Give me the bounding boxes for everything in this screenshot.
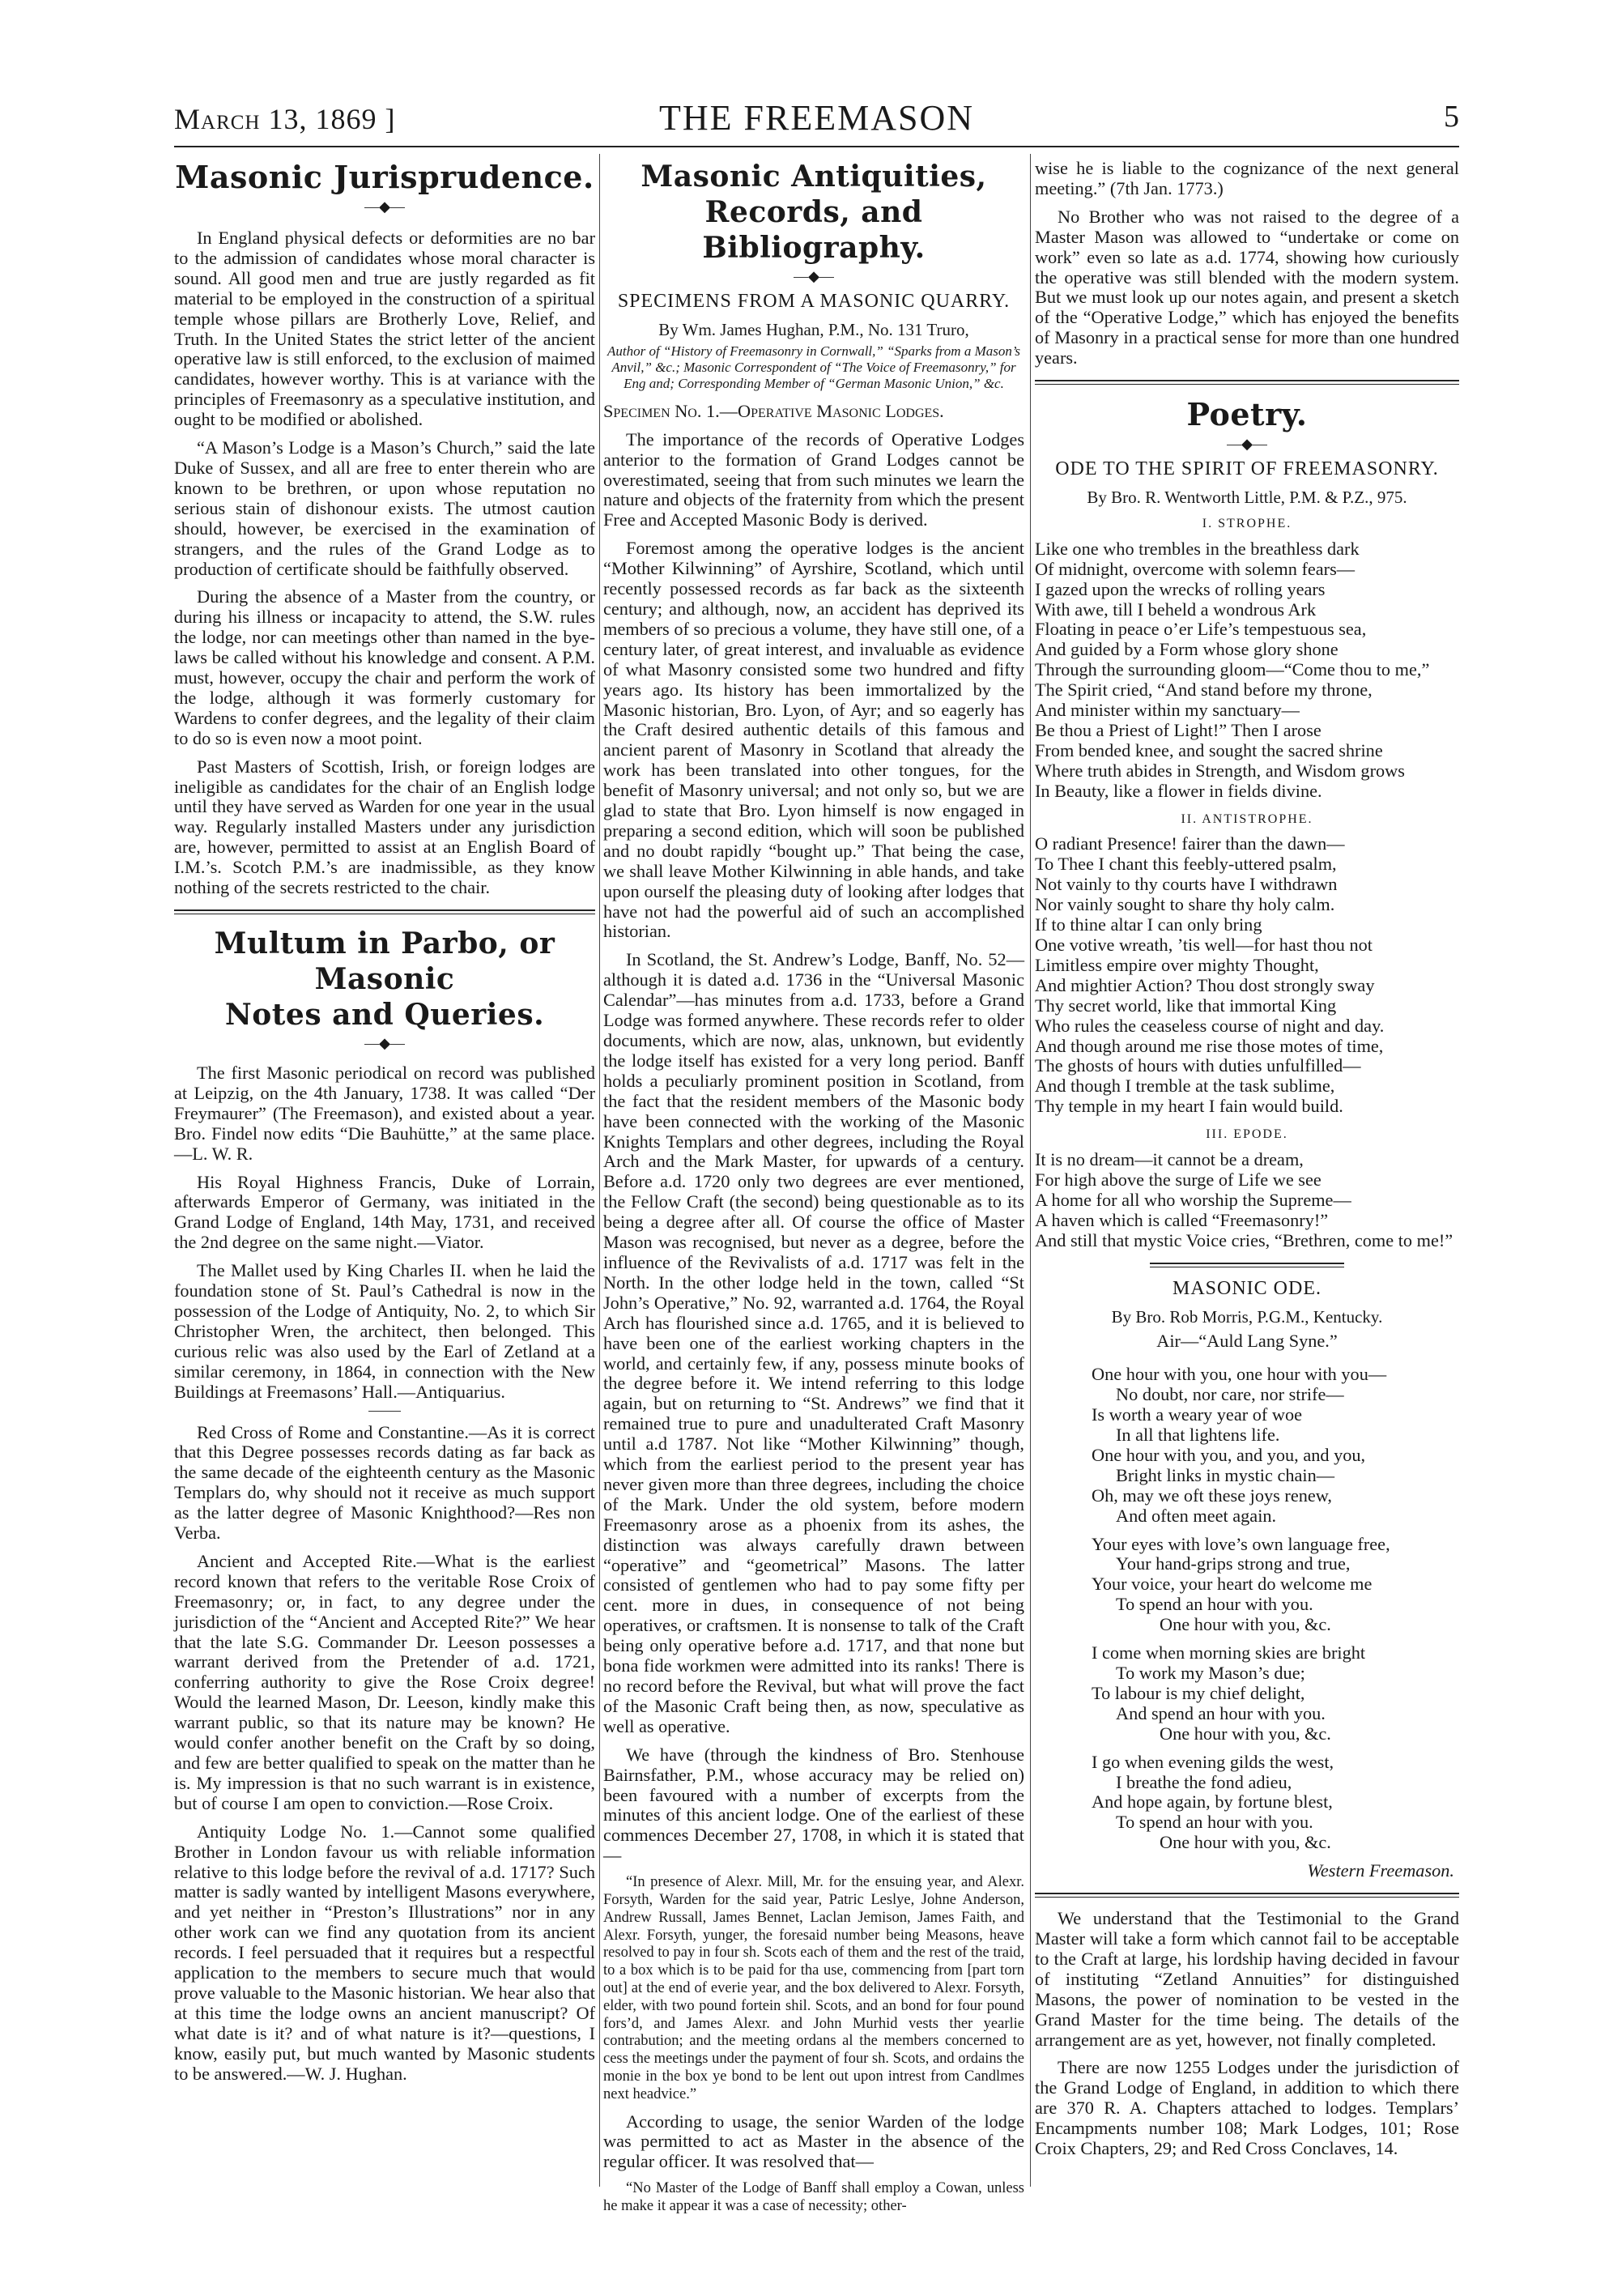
paragraph: There are now 1255 Lodges under the jurisdiction of the Grand Lodge of England, in addition to which there are 370 R. A. Chapters attached to lodges. Templars’ Encampments number 108; Mark Lodges, 101; Rose Croix Chapters, 29; and Red Cross Conclaves, 14. <box>1035 2057 1459 2159</box>
verse-line: Thy secret world, like that immortal King <box>1035 995 1337 1016</box>
paragraph: Red Cross of Rome and Constantine.—As it is correct that this Degree possesses records dating as far back as the same decade of the eighteenth century as the Masonic Templars do, why should not it receive as much support as the latter degree of Masonic Knighthood?—Res non Verba. <box>174 1421 595 1544</box>
ode-verse <box>1035 1535 1459 1636</box>
section-heading-antiquities-line2: Bibliography. <box>702 231 926 265</box>
verse-line: And though I tremble at the task sublime, <box>1035 1076 1335 1097</box>
ode-verse <box>1035 1365 1459 1526</box>
ornament-divider: —◆— <box>794 268 834 284</box>
ode-title: MASONIC ODE. <box>1172 1277 1321 1299</box>
verse-line: Through the surrounding gloom—“Come thou to me,” <box>1035 659 1430 680</box>
paragraph: We have (through the kindness of Bro. Stenhouse Bairnsfather, P.M., whose accuracy may be relied on) been favoured with a number of excerpts from the minutes of this ancient lodge. One of the earliest of these commences December 27, 1708, in which it is stated that— <box>603 1744 1024 1866</box>
verse-line: From bended knee, and sought the sacred shrine <box>1035 739 1383 760</box>
paragraph: wise he is liable to the cognizance of the next general meeting.” (7th Jan. 1773.) <box>1035 158 1459 198</box>
verse-line: Thy temple in my heart I fain would build. <box>1035 1096 1343 1117</box>
verse-line: To labour is my chief delight, <box>1092 1682 1305 1703</box>
stanza-heading: III. EPODE. <box>1206 1127 1288 1142</box>
verse-line: Your eyes with love’s own language free, <box>1092 1533 1390 1554</box>
paragraph: According to usage, the senior Warden of the lodge was permitted to act as Master in the absence of the regular officer. It was resolved that— <box>603 2111 1024 2172</box>
ode-verse <box>1035 1643 1459 1744</box>
verse-line: Limitless empire over mighty Thought, <box>1035 954 1319 975</box>
section-rule <box>1035 380 1459 385</box>
verse-line: And hope again, by fortune blest, <box>1092 1791 1333 1813</box>
verse-line: The ghosts of hours with duties unfulfilled— <box>1035 1055 1361 1076</box>
paragraph: The Mallet used by King Charles II. when he laid the foundation stone of St. Paul’s Cathedral is now in the possession of the Lodge of Antiquity, No. 2, to which Sir Christopher Wren, the architect, then belonged. This curious relic was also used by the Earl of Zetland at a similar ceremony, in 1864, in connection with the New Buildings at Freemasons’ Hall.—Antiquarius. <box>174 1260 595 1402</box>
stanza-heading: I. STROPHE. <box>1202 516 1292 530</box>
verse-line: To spend an hour with you. <box>1116 1812 1313 1833</box>
verse-line: One hour with you, &c. <box>1160 1832 1331 1853</box>
verse-line: And though around me rise those motes of time, <box>1035 1035 1384 1056</box>
quoted-resolution: “No Master of the Lodge of Banff shall employ a Cowan, unless he make it appear it was a case of necessity; other- <box>603 2180 1024 2215</box>
verse-line: Of midnight, overcome with solemn fears— <box>1035 558 1356 579</box>
paragraph: Ancient and Accepted Rite.—What is the earliest record known that refers to the veritable Rose Croix of Freemasonry; or, in fact, to any degree under the jurisdiction of the “Ancient and Accepted Rite?” We hear that the late S.G. Commander Dr. Leeson possesses a warrant derived from the Pretender of a.d. 1721, conferring authority to give the Rose Croix degree! Would the learned Mason, Dr. Leeson, kindly make this warrant public, so that its nature may be known? He would confer another benefit on the Craft by so doing, and few are better qualified to speak on the matter than he is. My impression is that no such warrant is in existence, but of course I am open to conviction.—Rose Croix. <box>174 1550 595 1813</box>
section-rule <box>1035 1893 1459 1898</box>
column-middle <box>603 159 1024 2224</box>
verse-line: To Thee I chant this feebly-uttered psalm, <box>1035 854 1337 875</box>
ornament-divider: —◆— <box>364 198 405 215</box>
section-heading-multum: Multum in Parbo, or Masonic <box>214 926 555 996</box>
poem-antistrophe <box>1035 834 1459 1117</box>
verse-line: And still that mystic Voice cries, “Brethren, come to me!” <box>1035 1229 1453 1250</box>
section-heading-multum-line2: Notes and Queries. <box>224 998 545 1032</box>
verse-line: No doubt, nor care, nor strife— <box>1116 1384 1344 1405</box>
verse-line: For high above the surge of Life we see <box>1035 1169 1321 1190</box>
verse-line: One hour with you, &c. <box>1160 1614 1331 1635</box>
verse-line: Oh, may we oft these joys renew, <box>1092 1485 1333 1506</box>
verse-line: Where truth abides in Strength, and Wisdom grows <box>1035 760 1405 781</box>
verse-line: And spend an hour with you. <box>1116 1702 1326 1723</box>
verse-line: With awe, till I beheld a wondrous Ark <box>1035 598 1317 620</box>
short-rule <box>368 1411 401 1412</box>
verse-line: I go when evening gilds the west, <box>1092 1751 1334 1772</box>
verse-line: I come when morning skies are bright <box>1092 1642 1366 1663</box>
verse-line: In Beauty, like a flower in fields divine. <box>1035 780 1322 801</box>
verse-line: One hour with you, &c. <box>1160 1723 1331 1744</box>
ode-byline: By Bro. Rob Morris, P.G.M., Kentucky. <box>1111 1306 1383 1327</box>
verse-line: A haven which is called “Freemasonry!” <box>1035 1209 1329 1230</box>
verse-line: To work my Mason’s due; <box>1116 1663 1305 1683</box>
paragraph: We understand that the Testimonial to the Grand Master will take a form which cannot fail to be acceptable to the Craft at large, his lordship having decided in favour of instituting “Zetland Annuities” for distinguished Masons, the power of nomination to be vested in the Grand Master for the time being. The details of the arrangement are as yet, however, not finally completed. <box>1035 1908 1459 2050</box>
column-left <box>174 159 595 2093</box>
paragraph: Past Masters of Scottish, Irish, or foreign lodges are ineligible as candidates for the chair of an English lodge until they have served as Warden for one year in the usual way. Regularly installed Masters under any jurisdiction are, however, permitted to assist at an English Board of I.M.’s. Scotch P.M.’s are inadmissible, as they know nothing of the secrets restricted to the chair. <box>174 756 595 898</box>
verse-line: And minister within my sanctuary— <box>1035 700 1300 721</box>
column-divider <box>599 154 600 2187</box>
verse-line: Is worth a weary year of woe <box>1092 1404 1303 1425</box>
verse-line: O radiant Presence! fairer than the dawn— <box>1035 833 1345 854</box>
paragraph: The importance of the records of Operative Lodges anterior to the formation of Grand Lodges cannot be overestimated, seeing that from such minutes we learn the nature and objects of the fraternity from which the present Free and Accepted Masonic Body is derived. <box>603 428 1024 530</box>
verse-line: And mightier Action? Thou dost strongly sway <box>1035 974 1375 995</box>
poem-title: ODE TO THE SPIRIT OF FREEMASONRY. <box>1055 458 1439 480</box>
poem-strophe <box>1035 539 1459 802</box>
paragraph: Foremost among the operative lodges is the ancient “Mother Kilwinning” of Ayrshire, Scotland, which until recently possessed records as far back as the sixteenth century; and although, now, an accident has deprived its members of so precious a volume, they have still one, of a century later, of great interest, and invaluable as evidence of what Masonry consisted some two hundred and fifty years ago. Its history has been immortalized by the Masonic historian, Bro. Lyon, of Ayr; and so eagerly has the Craft desired authentic details of this famous and ancient parent of Masonry in Scotland that already the work has been translated into other tongues, for the benefit of Masonry universal; and not only so, but we are glad to state that Bro. Lyon himself is now engaged in preparing a second edition, which will soon be published and no doubt rapidly “bought up.” That being the case, we shall leave Mother Kilwinning in able hands, and take upon ourself the pleasing duty of looking after lodges that have not had the powerful aid of such an accomplished historian. <box>603 538 1024 942</box>
column-right <box>1035 159 1459 2167</box>
verse-line: The Spirit cried, “And stand before my throne, <box>1035 679 1373 701</box>
paragraph: In Scotland, the St. Andrew’s Lodge, Banff, No. 52—although it is dated a.d. 1736 in the “Universal Masonic Calendar”—has minutes from a.d. 1733, before a Grand Lodge was formed anywhere. These records refer to older documents, which are now, alas, unknown, but evidently the lodge itself has existed for a very long period. Banff holds a peculiarly prominent position in Scotland, from the fact that the resident members of the Masonic body have been connected with the working of the Masonic Knights Templars and other degrees, including the Royal Arch and the Mark Master, for upwards of a century. Before a.d. 1720 only two degrees are ever mentioned, the Fellow Craft (the second) being questionable as to its being a degree after all. Of course the office of Master Mason was recognised, but never as a degree, before the influence of the Revivalists of a.d. 1717 was felt in the North. In the other lodge held in the town, called “St John’s Operative,” No. 92, warranted a.d. 1764, the Royal Arch has flourished since a.d. 1765, and it is believed to have been one of the earliest working chapters in the world, and certainly few, if any, possess minute books of the degree before it. We intend referring to this lodge again, but on returning to “St. Andrews” we find that it remained true to pure and unadulterated Craft Masonry until a.d 1787. Not like “Mother Kilwinning” though, which from the earliest period to the present year has never given more than three degrees, including the choice of the Mark. Under the old system, before modern Freemasonry arose as a phoenix from its ashes, the distinction was always carefully drawn between “operative” and “geometrical” Masons. The latter consisted of gentlemen who had to pay some fifty per cent. more in dues, in consequence of not being operatives, or craftsmen. It is nonsense to talk of the Craft being only operative before a.d. 1717, and that none but bona fide workmen were admitted into its ranks! There is no record before the Revival, but what will prove the fact of the Masonic Craft being then, as now, speculative as well as operative. <box>603 949 1024 1736</box>
paragraph: Antiquity Lodge No. 1.—Cannot some qualified Brother in London favour us with reliable information relative to this lodge before the revival of a.d. 1717? Such matter is sadly wanted by intelligent Masons everywhere, and yet neither in “Preston’s Illustrations” nor in any other work can we find any quotation from its ancient records. I feel persuaded that it requires but a respectful application to the members to secure much that would prove valuable to the Masonic historian. We hear also that at this time the lodge owns an ancient manuscript? Of what date is it? and of what nature is it?—questions, I know, easily put, but much wanted by Masonic students to be answered.—W. J. Hughan. <box>174 1821 595 2084</box>
ode-source: Western Freemason. <box>1307 1860 1454 1881</box>
quoted-minutes: “In presence of Alexr. Mill, Mr. for the ensuing year, and Alexr. Forsyth, Warden for the said year, Patric Leslye, Johne Anderson, Andrew Russall, James Bennet, Laclan Jemison, James Faith, and Alexr. Forsyth, yunger, the foresaid number being Measons, heave resolved to pay in four sh. Scots each of them and the rest of the traid, to a box which is to be paid for tha use, commencing from [part torn out] at the end of everie year, and the box delivered to Alexr. Forsyth, elder, with two pound fortein shil. Scots, and an bond for four pound fors’d, and James Alexr. and John Murhid vests ther yearlie contrabution; and the meeting ordans al the members concerned to cess the meetings under the payment of four sh. Scots, and ordains the monie in the box ye bond to be lent out upon intrest from Candlmes next headvice.” <box>603 1874 1024 2102</box>
verse-line: Like one who trembles in the breathless dark <box>1035 538 1360 559</box>
ode-air: Air—“Auld Lang Syne.” <box>1156 1331 1338 1352</box>
paragraph: During the absence of a Master from the country, or during his illness or incapacity to attend, the S.W. rules the lodge, nor can meetings other than named in the bye-laws be called without his knowledge and consent. A P.M. must, however, occupy the chair and perform the work of the lodge, although it was formerly customary for Wardens to confer degrees, and the legality of their claim to do so is even now a moot point. <box>174 586 595 748</box>
verse-line: I breathe the fond adieu, <box>1116 1771 1292 1792</box>
verse-line: In all that lightens life. <box>1116 1425 1280 1446</box>
verse-line: Bright links in mystic chain— <box>1116 1464 1335 1485</box>
verse-line: And often meet again. <box>1116 1505 1277 1526</box>
paragraph: His Royal Highness Francis, Duke of Lorrain, afterwards Emperor of Germany, was initiated in the Grand Lodge of England, 14th May, 1731, and received the 2nd degree on the same night.—Viator. <box>174 1171 595 1253</box>
verse-line: Not vainly to thy courts have I withdrawn <box>1035 874 1338 895</box>
verse-line: A home for all who worship the Supreme— <box>1035 1189 1351 1210</box>
verse-line: I gazed upon the wrecks of rolling years <box>1035 578 1326 599</box>
author-credits: Author of “History of Freemasonry in Cornwall,” “Sparks from a Mason’s Anvil,” &c.; Masonic Correspondent of “The Voice of Freemasonry,” for Eng and; Corresponding Member of “German Masonic Union,” &c. <box>607 343 1020 391</box>
page-number: 5 <box>1444 100 1459 134</box>
verse-line: To spend an hour with you. <box>1116 1594 1313 1615</box>
paragraph: In England physical defects or deformities are no bar to the admission of candidates whose moral character is sound. All good men and true are justly regarded as fit material to be employed in the construction of a spiritual temple whose pillars are Brotherly Love, Relief, and Truth. In the United States the strict letter of the ancient operative law is still enforced, to the exclusion of maimed candidates, however worthy. This is at variance with the principles of Freemasonry as a speculative institution, and ought to be modified or abolished. <box>174 228 595 430</box>
ornament-divider: —◆— <box>1227 436 1267 453</box>
section-heading-jurisprudence: Masonic Jurisprudence. <box>175 159 594 195</box>
paragraph: The first Masonic periodical on record was published at Leipzig, on the 4th January, 1738. It was called “Der Freymaurer” (The Freemason), and existed about a year. Bro. Findel now edits “Die Bauhütte,” at the same place.—L. W. R. <box>174 1063 595 1164</box>
ornament-divider: —◆— <box>364 1035 405 1051</box>
verse-line: One votive wreath, ’tis well—for hast thou not <box>1035 935 1373 955</box>
poem-byline: By Bro. R. Wentworth Little, P.M. & P.Z., 975. <box>1087 487 1407 507</box>
verse-line: And guided by a Form whose glory shone <box>1035 639 1338 660</box>
paragraph: “A Mason’s Lodge is a Mason’s Church,” said the late Duke of Sussex, and all are free to enter therein who are known to be brethren, or upon whose reputation no serious stain of dishonour exists. The utmost caution should, however, be exercised in the examination of strangers, and the rules of the Grand Lodge as to production of certificate should be faithfully observed. <box>174 437 595 579</box>
specimen-heading: Specimen No. 1.—Operative Masonic Lodges. <box>603 400 944 421</box>
ode-verse <box>1035 1753 1459 1854</box>
section-rule <box>174 909 595 914</box>
section-heading-poetry: Poetry. <box>1186 396 1308 433</box>
verse-line: Your voice, your heart do welcome me <box>1092 1574 1373 1595</box>
section-rule <box>1150 1263 1344 1267</box>
verse-line: One hour with you, one hour with you— <box>1092 1364 1387 1385</box>
column-divider <box>1030 154 1031 2187</box>
verse-line: One hour with you, and you, and you, <box>1092 1444 1366 1465</box>
verse-line: Floating in peace o’er Life’s tempestuous sea, <box>1035 619 1367 640</box>
issue-date: March 13, 1869 ] <box>174 103 396 135</box>
verse-line: If to thine altar I can only bring <box>1035 914 1262 935</box>
stanza-heading: II. ANTISTROPHE. <box>1181 811 1313 826</box>
page-header <box>174 97 1459 136</box>
paragraph: No Brother who was not raised to the degree of a Master Mason was allowed to “undertake or come on work” even so late as a.d. 1774, showing how curiously the operative was still blended with the modern system. But we must look up our notes again, and present a sketch of the “Operative Lodge,” which has enjoyed the benefits of Masonry in a practical sense for more than one hundred years. <box>1035 206 1459 368</box>
verse-line: It is no dream—it cannot be a dream, <box>1035 1149 1304 1170</box>
byline: By Wm. James Hughan, P.M., No. 131 Truro, <box>658 319 969 339</box>
verse-line: Your hand-grips strong and true, <box>1116 1553 1351 1574</box>
section-heading-antiquities: Masonic Antiquities, Records, and <box>641 160 987 229</box>
verse-line: Who rules the ceaseless course of night and day. <box>1035 1015 1385 1036</box>
newspaper-title: THE FREEMASON <box>658 98 975 138</box>
poem-epode <box>1035 1150 1459 1251</box>
verse-line: Be thou a Priest of Light!” Then I arose <box>1035 719 1321 740</box>
header-rule <box>174 146 1459 147</box>
verse-line: Nor vainly sought to share thy holy calm. <box>1035 894 1335 915</box>
article-title: SPECIMENS FROM A MASONIC QUARRY. <box>617 291 1011 312</box>
